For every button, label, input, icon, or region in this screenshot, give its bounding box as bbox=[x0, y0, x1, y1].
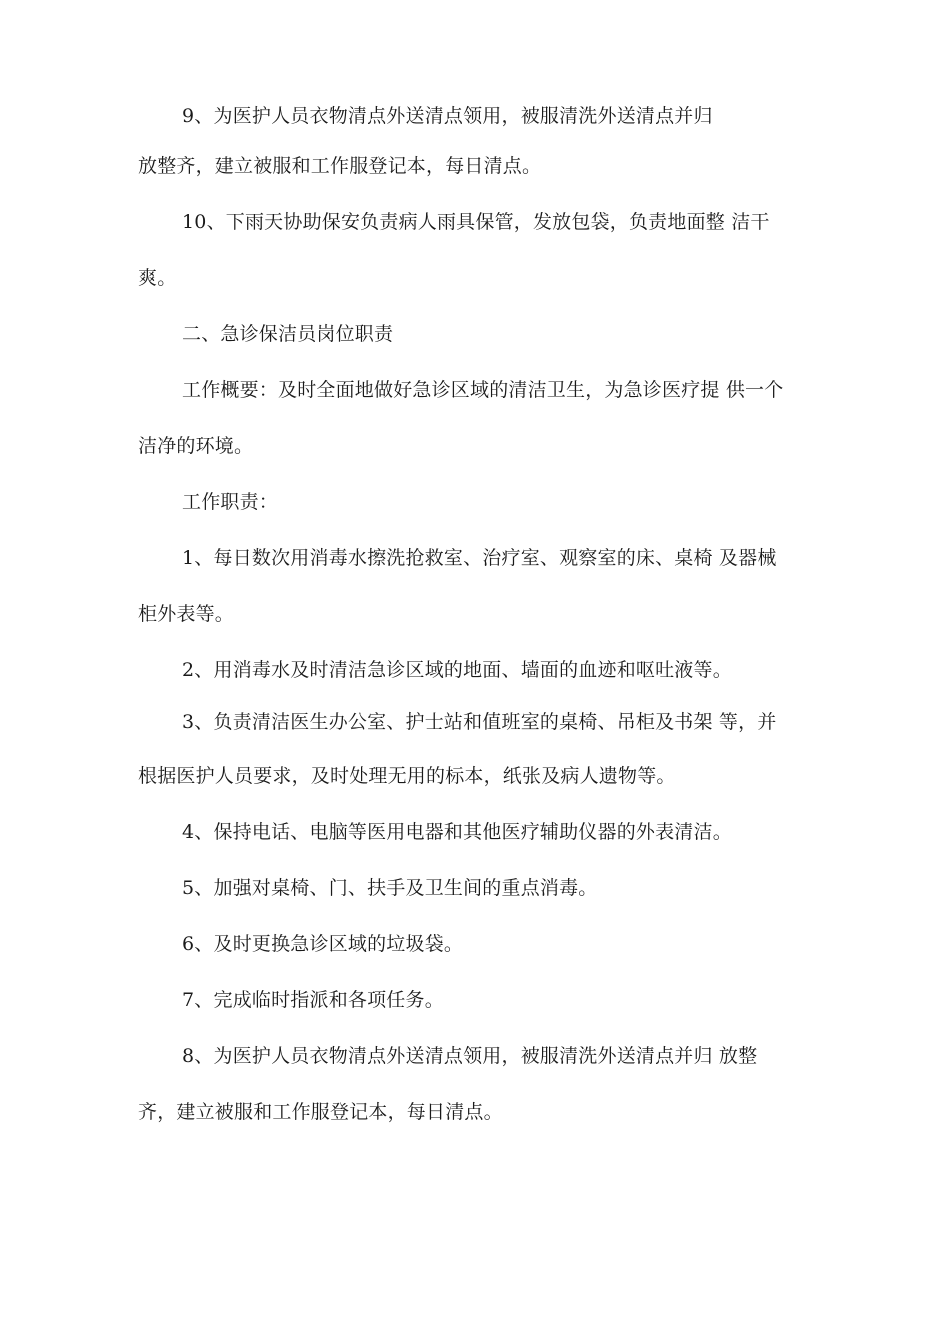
item-9-line-2: 放整齐，建立被服和工作服登记本，每日清点。 bbox=[138, 155, 542, 177]
item-10-line-2: 爽。 bbox=[138, 267, 177, 289]
overview-line-1: 工作概要：及时全面地做好急诊区域的清洁卫生，为急诊医疗提 供一个 bbox=[182, 379, 784, 401]
duties-heading: 工作职责： bbox=[182, 491, 279, 513]
duty-8-line-2: 齐，建立被服和工作服登记本，每日清点。 bbox=[138, 1101, 503, 1123]
item-9-line-1: 9、为医护人员衣物清点外送清点领用，被服清洗外送清点并归 bbox=[182, 105, 713, 127]
item-10-line-1: 10、下雨天协助保安负责病人雨具保管，发放包袋，负责地面整 洁干 bbox=[182, 211, 770, 233]
duty-7: 7、完成临时指派和各项任务。 bbox=[182, 989, 444, 1011]
duty-8-line-1: 8、为医护人员衣物清点外送清点领用，被服清洗外送清点并归 放整 bbox=[182, 1045, 758, 1067]
duty-1-line-1: 1、每日数次用消毒水擦洗抢救室、治疗室、观察室的床、桌椅 及器械 bbox=[182, 547, 777, 569]
section-heading: 二、急诊保洁员岗位职责 bbox=[182, 323, 394, 345]
duty-5: 5、加强对桌椅、门、扶手及卫生间的重点消毒。 bbox=[182, 877, 598, 899]
overview-line-2: 洁净的环境。 bbox=[138, 435, 254, 457]
duty-1-line-2: 柜外表等。 bbox=[138, 603, 235, 625]
duty-2: 2、用消毒水及时清洁急诊区域的地面、墙面的血迹和呕吐液等。 bbox=[182, 659, 732, 681]
duty-6: 6、及时更换急诊区域的垃圾袋。 bbox=[182, 933, 464, 955]
duty-3-line-1: 3、负责清洁医生办公室、护士站和值班室的桌椅、吊柜及书架 等，并 bbox=[182, 711, 777, 733]
duty-4: 4、保持电话、电脑等医用电器和其他医疗辅助仪器的外表清洁。 bbox=[182, 821, 732, 843]
duty-3-line-2: 根据医护人员要求，及时处理无用的标本，纸张及病人遗物等。 bbox=[138, 765, 676, 787]
